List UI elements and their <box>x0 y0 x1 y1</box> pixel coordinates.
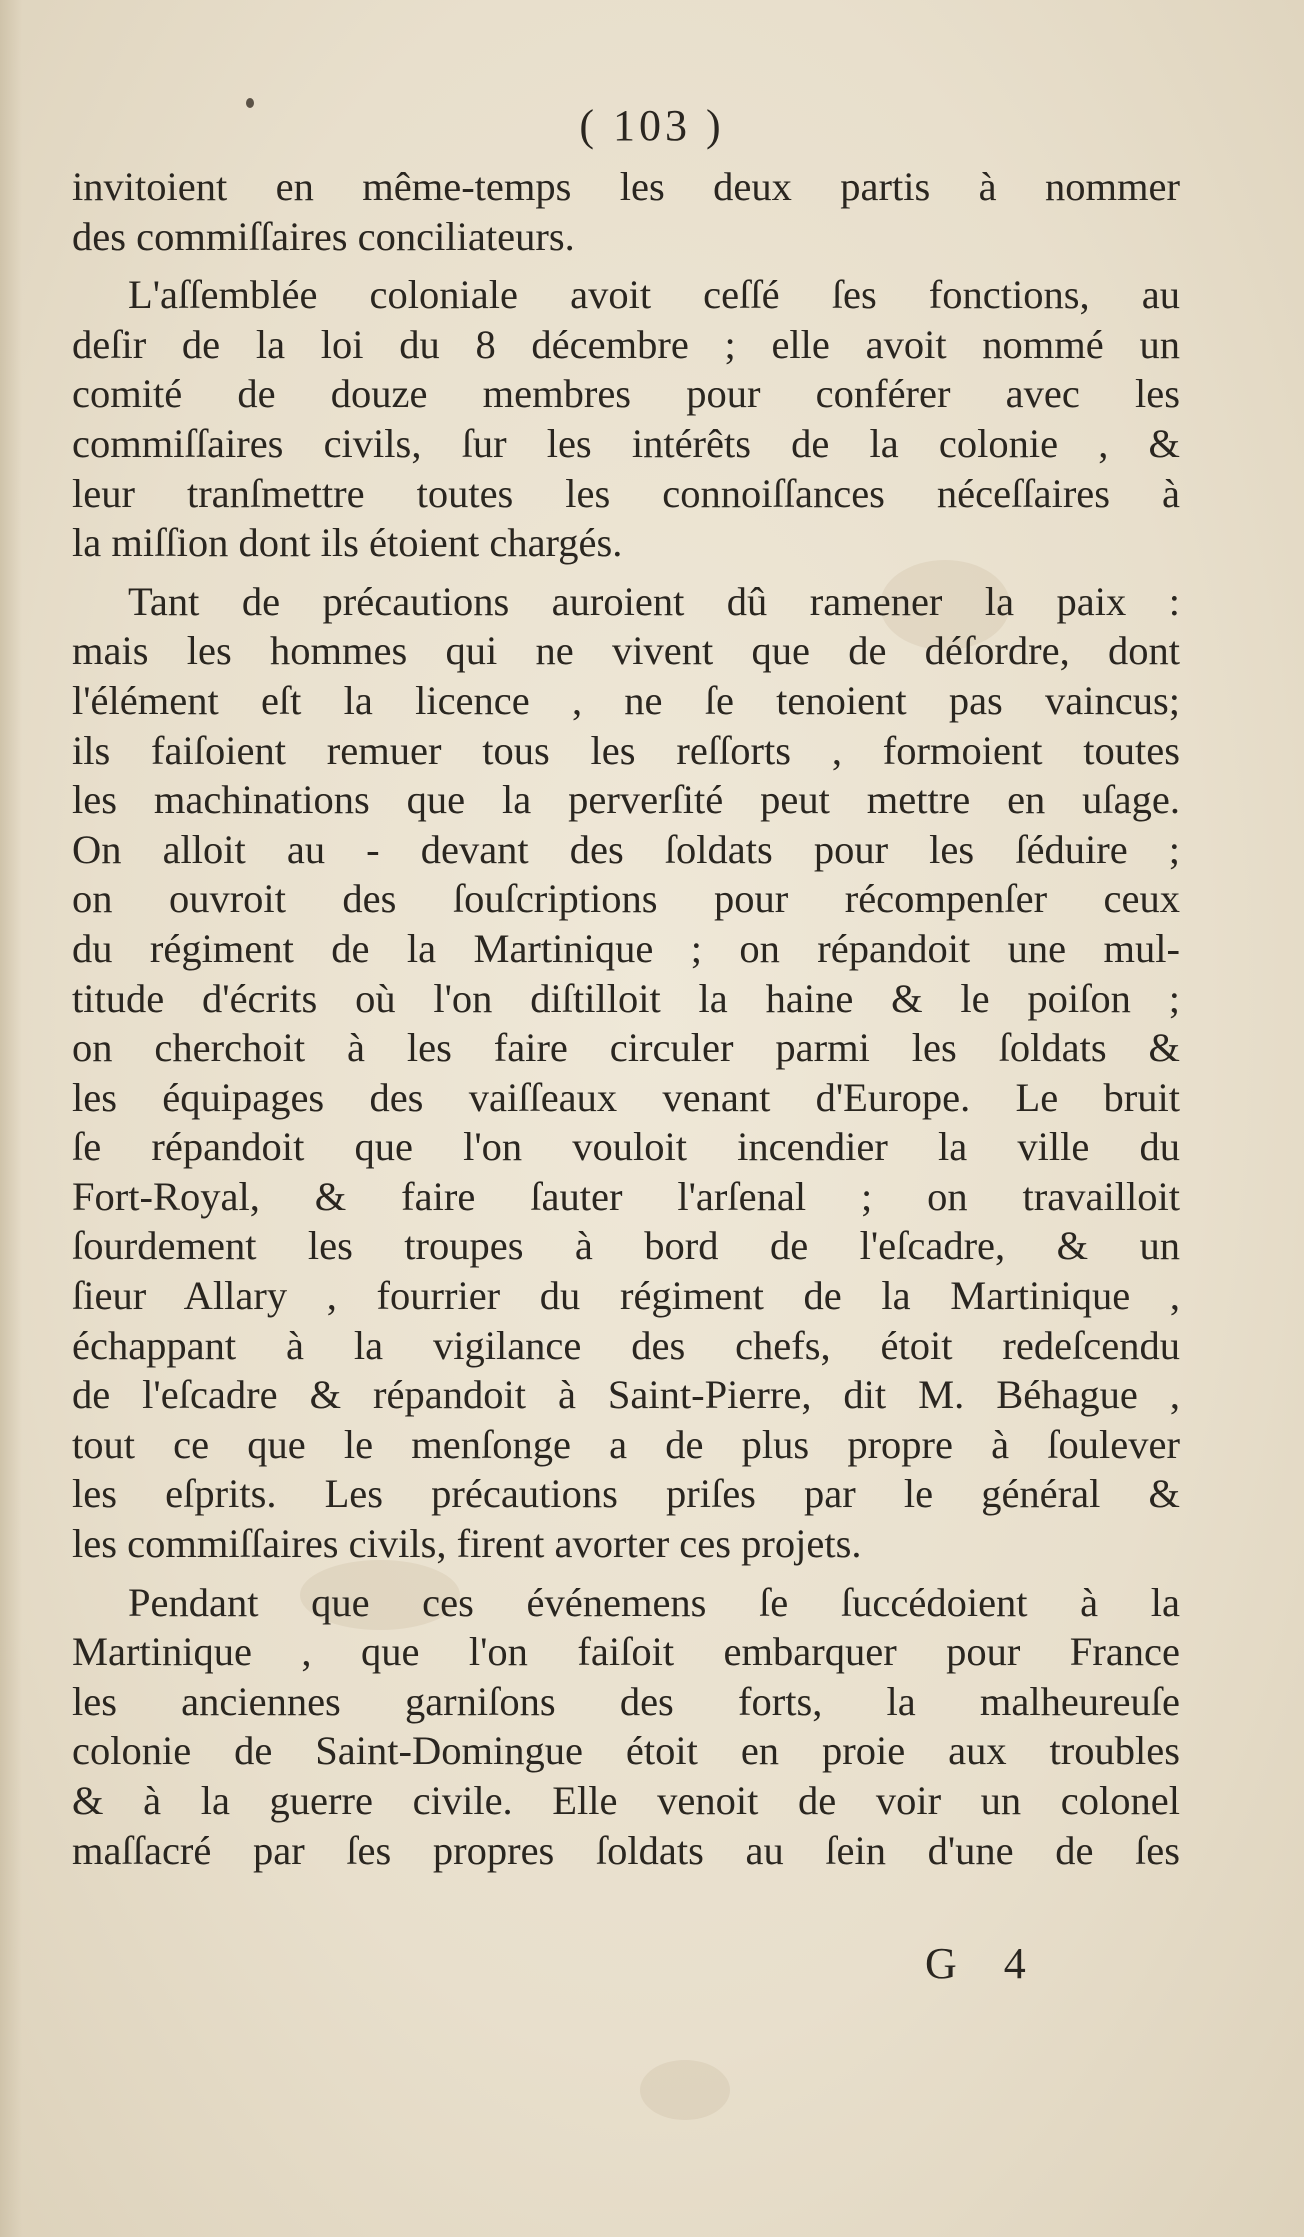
text-line: invitoient en même-temps les deux partis à nommer <box>72 164 1180 209</box>
body-text <box>72 162 1180 1884</box>
page-number: ( 103 ) <box>579 101 725 150</box>
text-line: Martinique , que l'on faiſoit embarquer pour France <box>72 1629 1180 1675</box>
text-line: de l'eſcadre & répandoit à Saint-Pierre, dit M. Béhague , <box>72 1372 1180 1418</box>
text-line: Fort-Royal, & faire ſauter l'arſenal ; on travailloit <box>72 1173 1180 1219</box>
paper-stain <box>640 2060 730 2120</box>
text-line: les machinations que la perverſité peut mettre en uſage. <box>72 777 1180 823</box>
text-line: on ouvroit des ſouſcriptions pour récompenſer ceux <box>72 876 1180 922</box>
paragraph <box>72 577 1180 1569</box>
text-line: la miſſion dont ils étoient chargés. <box>72 520 623 566</box>
text-line: comité de douze membres pour conférer avec les <box>72 371 1180 417</box>
text-line: les anciennes garniſons des forts, la malheureuſe <box>72 1678 1180 1724</box>
text-line: ſourdement les troupes à bord de l'eſcadre, & un <box>72 1223 1180 1269</box>
text-line: les équipages des vaiſſeaux venant d'Europe. Le bruit <box>72 1074 1180 1120</box>
text-line: les commiſſaires civils, firent avorter ces projets. <box>72 1521 862 1567</box>
text-line: ſe répandoit que l'on vouloit incendier la ville du <box>72 1124 1180 1170</box>
text-line: titude d'écrits où l'on diſtilloit la haine & le poiſon ; <box>72 975 1180 1021</box>
text-line: des commiſſaires conciliateurs. <box>72 213 575 259</box>
paragraph <box>72 1578 1180 1876</box>
text-line: on cherchoit à les faire circuler parmi les ſoldats & <box>72 1025 1180 1071</box>
text-line: colonie de Saint-Domingue étoit en proie aux troubles <box>72 1728 1180 1774</box>
text-line: tout ce que le menſonge a de plus propre à ſoulever <box>72 1421 1180 1467</box>
text-line: ils faiſoient remuer tous les reſſorts , formoient toutes <box>72 727 1180 773</box>
text-line: L'aſſemblée coloniale avoit ceſſé ſes fonctions, au <box>128 272 1180 318</box>
text-line: du régiment de la Martinique ; on répandoit une mul- <box>72 925 1180 971</box>
text-line: Pendant que ces événemens ſe ſuccédoient à la <box>128 1579 1180 1625</box>
signature-mark: G 4 <box>925 1939 1044 1988</box>
text-line: leur tranſmettre toutes les connoiſſances néceſſaires à <box>72 470 1180 516</box>
text-line: Tant de précautions auroient dû ramener la paix : <box>128 578 1180 624</box>
text-line: mais les hommes qui ne vivent que de déſordre, dont <box>72 628 1180 674</box>
text-line: échappant à la vigilance des chefs, étoit redeſcendu <box>72 1322 1180 1368</box>
text-line: ſieur Allary , fourrier du régiment de la Martinique , <box>72 1273 1180 1319</box>
text-line: commiſſaires civils, ſur les intérêts de la colonie , & <box>72 420 1180 466</box>
text-line: deſir de la loi du 8 décembre ; elle avoit nommé un <box>72 321 1180 367</box>
gutter-shadow <box>0 0 22 2237</box>
text-line: On alloit au - devant des ſoldats pour les ſéduire ; <box>72 826 1180 872</box>
paragraph <box>72 270 1180 568</box>
text-line: les eſprits. Les précautions priſes par le général & <box>72 1471 1180 1517</box>
text-line: maſſacré par ſes propres ſoldats au ſein d'une de ſes <box>72 1827 1180 1873</box>
paragraph <box>72 162 1180 261</box>
text-line: l'élément eſt la licence , ne ſe tenoient pas vaincus; <box>72 677 1180 723</box>
text-line: & à la guerre civile. Elle venoit de voir un colonel <box>72 1778 1180 1823</box>
